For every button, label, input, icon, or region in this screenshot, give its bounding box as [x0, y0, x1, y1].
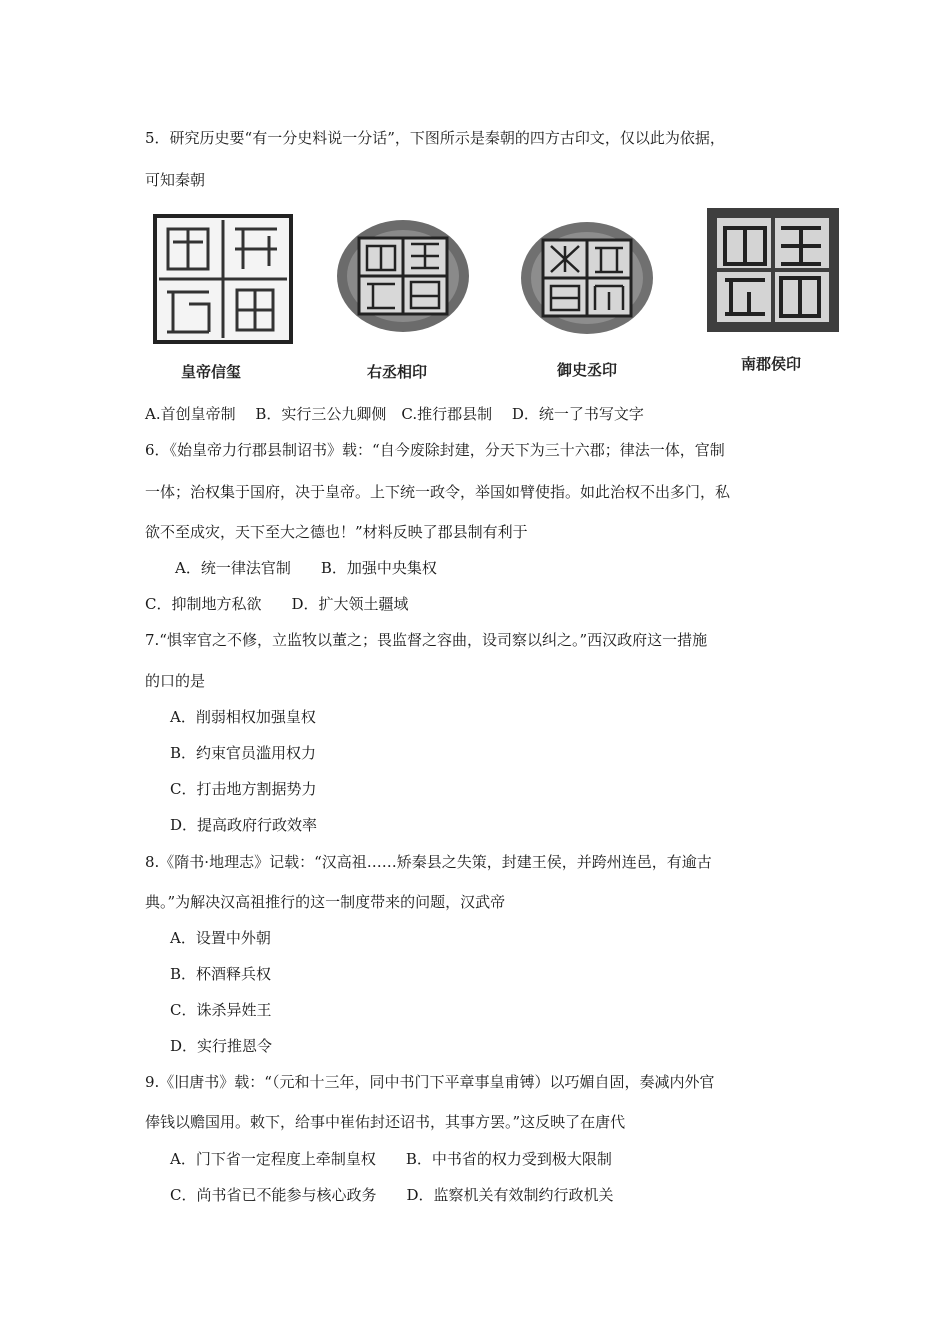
q6-stem-line-1: 6．《始皇帝力行郡县制诏书》载：“自今废除封建，分天下为三十六郡；律法一体，官制: [145, 441, 725, 459]
q5-stem-line-1: 5．研究历史要“有一分史料说一分话”，下图所示是秦朝的四方古印文，仅以此为依据，: [145, 129, 725, 147]
q8-option-c: C．诛杀异姓王: [170, 1001, 272, 1019]
q6-stem-line-3: 欲不至成灾，天下至大之德也！”材料反映了郡县制有利于: [145, 523, 528, 541]
q7-option-b: B．约束官员滥用权力: [170, 744, 317, 762]
q6-options-row-1: A．统一律法官制 B．加强中央集权: [175, 559, 437, 577]
q7-option-a: A．削弱相权加强皇权: [170, 708, 316, 726]
q8-option-d: D．实行推恩令: [170, 1037, 273, 1055]
q6-stem-line-2: 一体；治权集于国府，决于皇帝。上下统一政令，举国如臂使指。如此治权不出多门，私: [145, 483, 731, 501]
q8-stem-line-1: 8.《隋书·地理志》记载：“汉高祖……矫秦县之失策，封建王侯，并跨州连邑，有逾古: [145, 853, 712, 871]
q8-option-b: B．杯酒释兵权: [170, 965, 272, 983]
round-seal-icon: [517, 218, 657, 338]
q8-stem-line-2: 典。”为解决汉高祖推行的这一制度带来的问题，汉武帝: [145, 893, 506, 911]
q9-stem-line-1: 9.《旧唐书》载：“（元和十三年，同中书门下平章事皇甫镈）以巧媚自固，奏减内外官: [145, 1073, 715, 1091]
square-seal-icon: [153, 214, 293, 344]
q8-option-a: A．设置中外朝: [170, 929, 271, 947]
q6-options-row-2: C．抑制地方私欲 D．扩大领土疆域: [145, 595, 409, 613]
q9-stem-line-2: 俸钱以赡国用。敕下，给事中崔佑封还诏书，其事方罢。”这反映了在唐代: [145, 1113, 626, 1131]
seal-figure: [145, 206, 845, 386]
q7-option-d: D．提高政府行政效率: [170, 816, 318, 834]
seal-caption-2: 右丞相印: [367, 363, 428, 381]
q5-stem-line-2: 可知秦朝: [145, 171, 206, 189]
seal-caption-1: 皇帝信玺: [181, 363, 242, 381]
seal-caption-4: 南郡侯印: [741, 355, 802, 373]
q9-options-row-2: C．尚书省已不能参与核心政务 D．监察机关有效制约行政机关: [170, 1186, 614, 1204]
q5-options: A.首创皇帝制 B．实行三公九卿侧 C.推行郡县制 D．统一了书写文字: [145, 405, 644, 423]
q7-stem-line-1: 7.“惧宰官之不修，立监牧以董之；畏监督之容曲，设司察以纠之。”西汉政府这一措施: [145, 631, 708, 649]
q9-options-row-1: A．门下省一定程度上牵制皇权 B．中书省的权力受到极大限制: [170, 1150, 612, 1168]
seal-caption-3: 御史丞印: [557, 361, 618, 379]
q7-stem-line-2: 的口的是: [145, 672, 206, 690]
round-seal-icon: [333, 216, 473, 336]
q7-option-c: C．打击地方割据势力: [170, 780, 317, 798]
square-seal-icon: [705, 206, 841, 334]
